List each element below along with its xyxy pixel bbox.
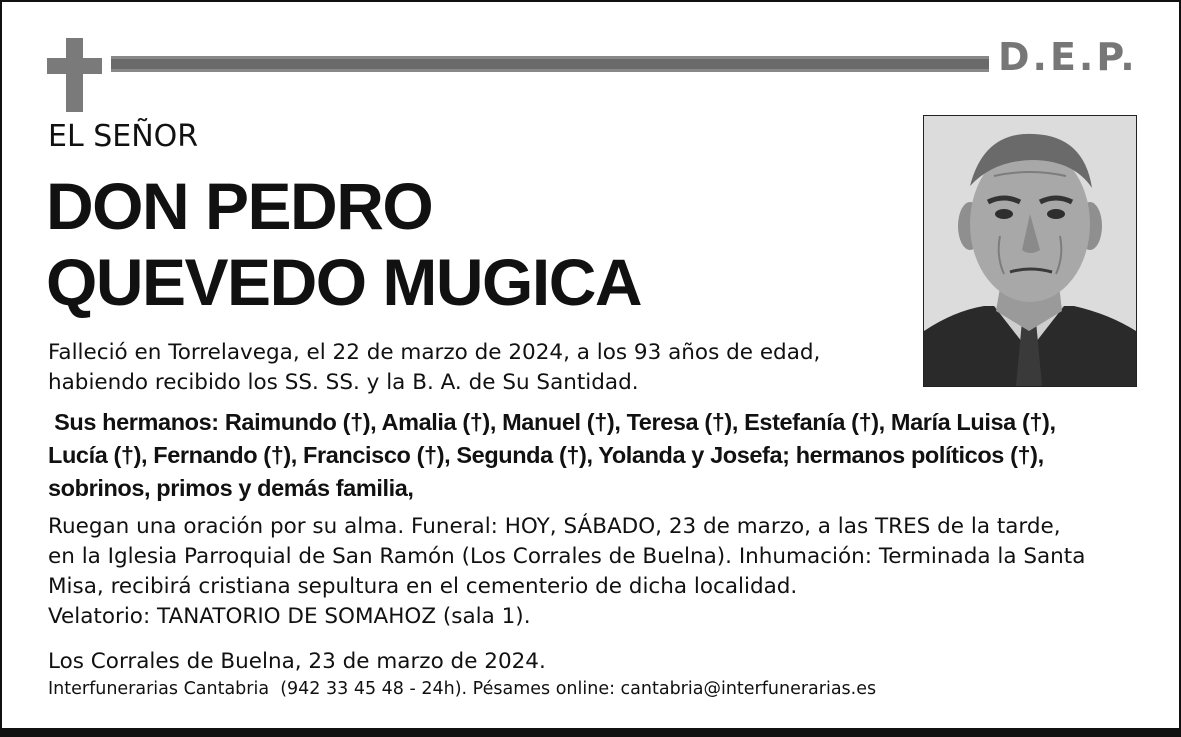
family-line: Lucía (†), Fernando (†), Francisco (†), Segunda (†), Yolanda y Josefa; hermanos políticos (†), (48, 442, 1044, 468)
dep-label: D.E.P. (998, 35, 1138, 79)
family-text (48, 406, 1056, 505)
deceased-name (46, 168, 641, 320)
family-line: sobrinos, primos y demás familia, (48, 475, 414, 501)
service-line: Velatorio: TANATORIO DE SOMAHOZ (sala 1). (48, 604, 531, 629)
announcement-line: Falleció en Torrelavega, el 22 de marzo de 2024, a los 93 años de edad, (48, 340, 821, 365)
announcement-text (48, 338, 820, 398)
service-line: en la Iglesia Parroquial de San Ramón (Los Corrales de Buelna). Inhumación: Terminada la Santa (48, 544, 1086, 569)
cross-icon (47, 38, 102, 112)
portrait-photo (923, 115, 1137, 387)
funeral-home-contact: Interfunerarias Cantabria (942 33 45 48 - 24h). Pésames online: cantabria@interfunerarias.es (48, 679, 877, 699)
service-line: Misa, recibirá cristiana sepultura en el cementerio de dicha localidad. (48, 574, 798, 599)
honorific: EL SEÑOR (48, 119, 199, 154)
place-date: Los Corrales de Buelna, 23 de marzo de 2024. (48, 649, 546, 674)
announcement-line: habiendo recibido los SS. SS. y la B. A. de Su Santidad. (48, 370, 639, 395)
deceased-name-line2: QUEVEDO MUGICA (46, 245, 642, 319)
service-text (48, 512, 1085, 632)
header-rule (111, 56, 989, 72)
family-line: Sus hermanos: Raimundo (†), Amalia (†), Manuel (†), Teresa (†), Estefanía (†), María Luisa (†), (48, 409, 1056, 435)
deceased-name-line1: DON PEDRO (46, 169, 433, 243)
service-line: Ruegan una oración por su alma. Funeral: HOY, SÁBADO, 23 de marzo, a las TRES de la tarde, (48, 514, 1061, 539)
